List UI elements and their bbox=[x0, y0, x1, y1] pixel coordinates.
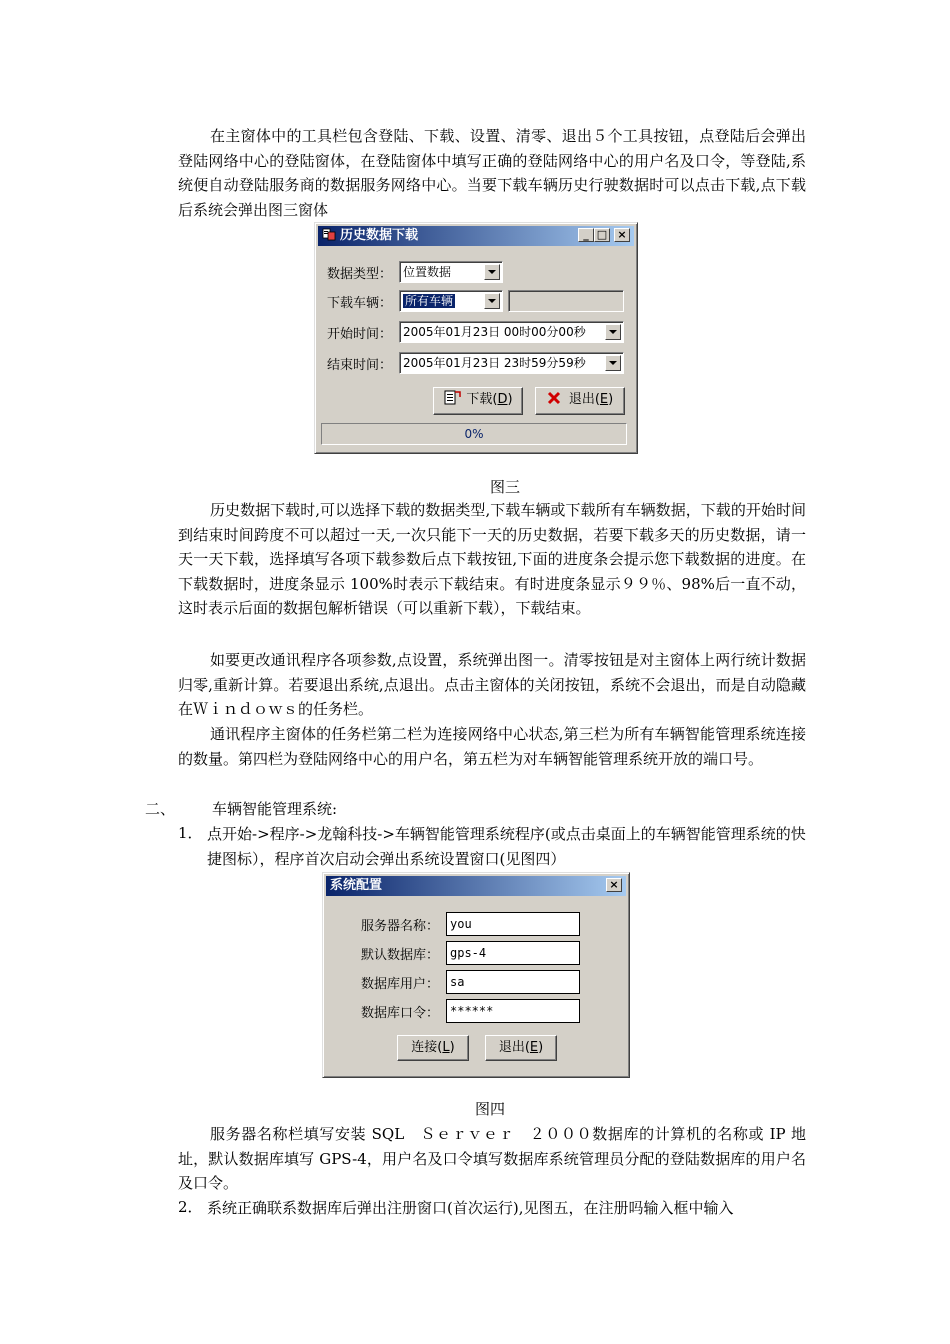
exit-paren: ) bbox=[608, 392, 614, 407]
start-time-value: 2005年01月23日 00时00分00秒 bbox=[403, 325, 586, 339]
exit-hotkey: E bbox=[529, 1040, 539, 1055]
title-bar[interactable] bbox=[326, 876, 626, 896]
system-config-dialog bbox=[322, 872, 630, 1078]
minimize-button[interactable]: _ bbox=[578, 228, 594, 242]
history-download-dialog bbox=[314, 222, 638, 454]
paragraph-4: 通讯程序主窗体的任务栏第二栏为连接网络中心状态,第三栏为所有车辆智能管理系统连接的数量。第四栏为登陆网络中心的用户名，第五栏为对车辆智能管理系统开放的端口号。 bbox=[178, 725, 806, 768]
exit-paren: ) bbox=[538, 1040, 544, 1055]
figure-4-caption: 图四 bbox=[475, 1100, 506, 1118]
default-db-input[interactable]: gps-4 bbox=[446, 941, 580, 965]
vehicle-select[interactable] bbox=[399, 290, 503, 312]
db-user-label: 数据库用户： bbox=[361, 977, 440, 992]
vehicle-label: 下载车辆： bbox=[327, 296, 393, 311]
server-name-label: 服务器名称： bbox=[361, 919, 440, 934]
figure-3-caption: 图三 bbox=[490, 478, 521, 496]
list-item-2-text: 系统正确联系数据库后弹出注册窗口(首次运行),见图五，在注册吗输入框中输入 bbox=[207, 1199, 734, 1217]
paragraph-1: 在主窗体中的工具栏包含登陆、下载、设置、清零、退出５个工具按钮，点登陆后会弹出登陆网络中心的登陆窗体，在登陆窗体中填写正确的登陆网络中心的用户名及口令，等登陆,系统便自动登陆服务商的数据服务网络中心。当要下载车辆历史行驶数据时可以点击下载,点下载后系统会弹出图三窗体 bbox=[178, 127, 806, 219]
exit-hotkey: E bbox=[599, 392, 609, 407]
close-button[interactable]: × bbox=[614, 228, 630, 242]
app-window-icon bbox=[322, 227, 336, 241]
db-password-label: 数据库口令： bbox=[361, 1006, 440, 1021]
end-time-label: 结束时间： bbox=[327, 358, 393, 373]
data-type-select[interactable] bbox=[399, 261, 503, 283]
server-name-input[interactable]: you bbox=[446, 912, 580, 936]
db-password-input[interactable]: ****** bbox=[446, 999, 580, 1023]
dialog-title: 系统配置 bbox=[330, 878, 383, 893]
progress-bar bbox=[321, 423, 627, 445]
chevron-down-icon[interactable] bbox=[605, 355, 621, 371]
exit-label: 退出( bbox=[568, 392, 600, 407]
dialog-title: 历史数据下载 bbox=[340, 228, 419, 243]
download-label: 下载( bbox=[466, 392, 498, 407]
end-time-picker[interactable] bbox=[399, 352, 624, 374]
section-title: 车辆智能管理系统: bbox=[212, 800, 338, 818]
download-button[interactable] bbox=[433, 387, 523, 415]
connect-hotkey: L bbox=[442, 1040, 450, 1055]
download-paren: ) bbox=[507, 392, 513, 407]
vehicle-value: 所有车辆 bbox=[405, 294, 454, 308]
paragraph-3: 如要更改通讯程序各项参数,点设置，系统弹出图一。清零按钮是对主窗体上两行统计数据归零,重新计算。若要退出系统,点退出。点击主窗体的关闭按钮，系统不会退出，而是自动隐藏在Ｗｉｎｄｏｗｓ的任务栏。 bbox=[178, 651, 806, 718]
chevron-down-icon[interactable] bbox=[484, 293, 500, 309]
exit-button[interactable] bbox=[485, 1035, 557, 1061]
data-type-label: 数据类型： bbox=[327, 267, 393, 282]
start-time-picker[interactable] bbox=[399, 321, 624, 343]
close-button[interactable]: × bbox=[606, 878, 622, 892]
red-x-icon bbox=[547, 390, 561, 404]
download-icon bbox=[443, 389, 461, 407]
progress-text: 0% bbox=[464, 427, 484, 441]
chevron-down-icon[interactable] bbox=[484, 264, 500, 280]
start-time-label: 开始时间： bbox=[327, 327, 393, 342]
connect-paren: ) bbox=[449, 1040, 455, 1055]
end-time-value: 2005年01月23日 23时59分59秒 bbox=[403, 356, 586, 370]
exit-button[interactable] bbox=[535, 387, 625, 415]
list-item-2-number: 2． bbox=[178, 1198, 203, 1216]
default-db-label: 默认数据库： bbox=[361, 948, 440, 963]
list-item-1-number: 1． bbox=[178, 824, 203, 842]
paragraph-2: 历史数据下载时,可以选择下载的数据类型,下载车辆或下载所有车辆数据，下载的开始时间到结束时间跨度不可以超过一天,一次只能下一天的历史数据，若要下载多天的历史数据，请一天一天下载，选择填写各项下载参数后点下载按钮,下面的进度条会提示您下载数据的进度。在下载数据时，进度条显示 100%时表示下载结束。有时进度条显示９９％、98%后一直不动，这时表示后面的数据包解析错误（可以重新下载），下载结束。 bbox=[178, 501, 806, 617]
connect-label: 连接( bbox=[411, 1040, 443, 1055]
list-item-1-text: 点开始->程序->龙翰科技->车辆智能管理系统程序(或点击桌面上的车辆智能管理系统的快捷图标），程序首次启动会弹出系统设置窗口(见图四） bbox=[207, 825, 806, 868]
maximize-button[interactable]: □ bbox=[594, 228, 610, 242]
paragraph-5: 服务器名称栏填写安装 SQL Ｓｅｒｖｅｒ ２０００数据库的计算机的名称或 IP 地址，默认数据库填写 GPS-4，用户名及口令填写数据库系统管理员分配的登陆数据库的用户名及口令。 bbox=[178, 1125, 806, 1192]
connect-button[interactable] bbox=[397, 1035, 469, 1061]
vehicle-id-field bbox=[508, 290, 624, 312]
db-user-input[interactable]: sa bbox=[446, 970, 580, 994]
section-number: 二、 bbox=[145, 800, 176, 818]
data-type-value: 位置数据 bbox=[403, 265, 452, 279]
chevron-down-icon[interactable] bbox=[605, 324, 621, 340]
exit-label: 退出( bbox=[498, 1040, 530, 1055]
download-hotkey: D bbox=[497, 392, 508, 407]
